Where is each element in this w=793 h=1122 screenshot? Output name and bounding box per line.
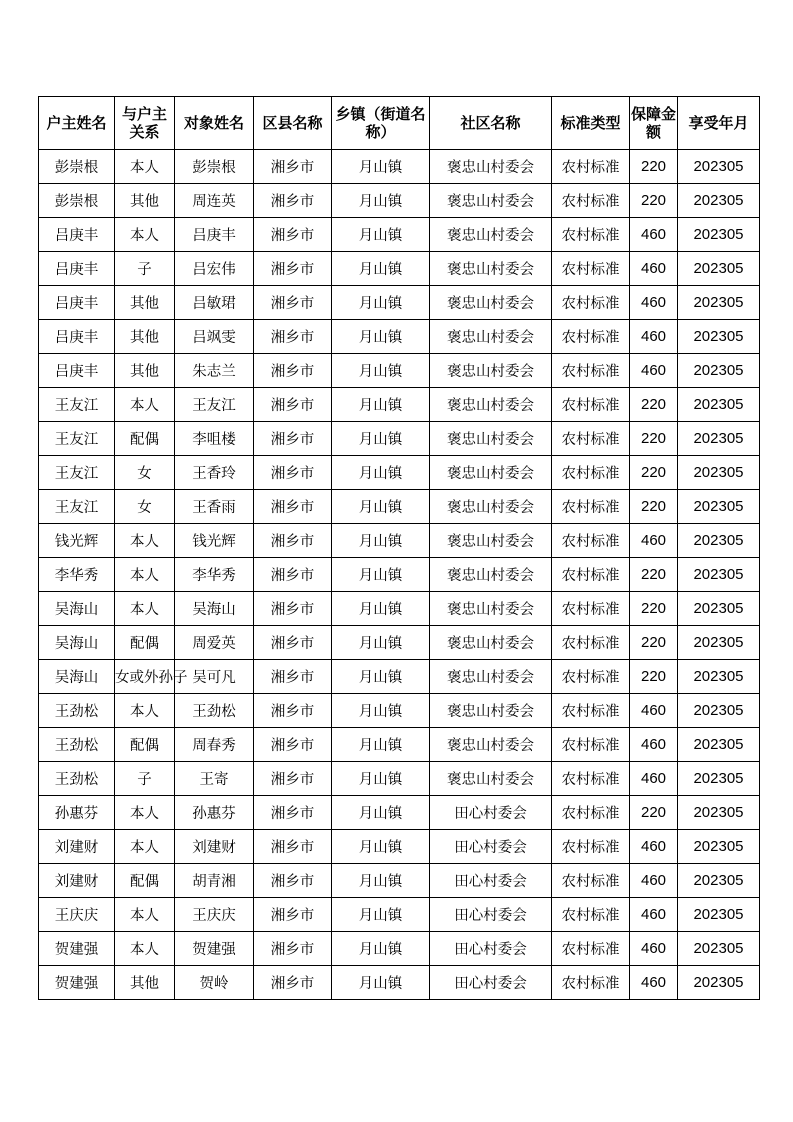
cell-relationship: 其他 [115, 354, 175, 388]
table-row [39, 830, 760, 864]
table-row [39, 150, 760, 184]
table-row [39, 694, 760, 728]
cell-community: 田心村委会 [430, 830, 552, 864]
cell-period: 202305 [678, 524, 760, 558]
cell-county: 湘乡市 [254, 898, 332, 932]
cell-household-head: 贺建强 [39, 932, 115, 966]
cell-household-head: 吕庚丰 [39, 354, 115, 388]
cell-community: 褒忠山村委会 [430, 728, 552, 762]
cell-township: 月山镇 [332, 830, 430, 864]
table-row [39, 218, 760, 252]
table-row [39, 592, 760, 626]
cell-period: 202305 [678, 320, 760, 354]
table-row [39, 558, 760, 592]
cell-community: 褒忠山村委会 [430, 286, 552, 320]
cell-township: 月山镇 [332, 898, 430, 932]
cell-amount: 220 [630, 558, 678, 592]
cell-household-head: 彭崇根 [39, 150, 115, 184]
cell-standard-type: 农村标准 [552, 932, 630, 966]
cell-period: 202305 [678, 252, 760, 286]
cell-amount: 460 [630, 932, 678, 966]
cell-period: 202305 [678, 830, 760, 864]
cell-period: 202305 [678, 728, 760, 762]
cell-standard-type: 农村标准 [552, 694, 630, 728]
cell-county: 湘乡市 [254, 286, 332, 320]
cell-relationship: 女或外孙子 [115, 660, 175, 694]
cell-period: 202305 [678, 490, 760, 524]
cell-county: 湘乡市 [254, 354, 332, 388]
header-county: 区县名称 [254, 97, 332, 150]
table-row [39, 422, 760, 456]
cell-relationship: 本人 [115, 558, 175, 592]
cell-county: 湘乡市 [254, 422, 332, 456]
cell-amount: 460 [630, 728, 678, 762]
cell-period: 202305 [678, 864, 760, 898]
cell-county: 湘乡市 [254, 626, 332, 660]
cell-relationship: 其他 [115, 966, 175, 1000]
cell-recipient-name: 孙惠芬 [175, 796, 254, 830]
cell-period: 202305 [678, 150, 760, 184]
cell-amount: 220 [630, 592, 678, 626]
cell-standard-type: 农村标准 [552, 830, 630, 864]
cell-county: 湘乡市 [254, 184, 332, 218]
cell-recipient-name: 王友江 [175, 388, 254, 422]
cell-amount: 460 [630, 354, 678, 388]
table-row [39, 864, 760, 898]
cell-period: 202305 [678, 184, 760, 218]
cell-recipient-name: 刘建财 [175, 830, 254, 864]
cell-amount: 460 [630, 252, 678, 286]
cell-standard-type: 农村标准 [552, 184, 630, 218]
cell-household-head: 王劲松 [39, 762, 115, 796]
header-community: 社区名称 [430, 97, 552, 150]
cell-household-head: 王友江 [39, 422, 115, 456]
table-row [39, 762, 760, 796]
cell-relationship: 配偶 [115, 422, 175, 456]
table-row [39, 728, 760, 762]
cell-county: 湘乡市 [254, 932, 332, 966]
cell-community: 褒忠山村委会 [430, 388, 552, 422]
cell-standard-type: 农村标准 [552, 898, 630, 932]
cell-standard-type: 农村标准 [552, 796, 630, 830]
header-row [39, 97, 760, 150]
cell-relationship: 其他 [115, 184, 175, 218]
cell-county: 湘乡市 [254, 218, 332, 252]
cell-county: 湘乡市 [254, 252, 332, 286]
cell-township: 月山镇 [332, 660, 430, 694]
cell-household-head: 王庆庆 [39, 898, 115, 932]
cell-amount: 220 [630, 388, 678, 422]
cell-period: 202305 [678, 354, 760, 388]
cell-amount: 220 [630, 456, 678, 490]
cell-standard-type: 农村标准 [552, 320, 630, 354]
cell-household-head: 彭崇根 [39, 184, 115, 218]
cell-township: 月山镇 [332, 388, 430, 422]
cell-household-head: 吴海山 [39, 626, 115, 660]
cell-standard-type: 农村标准 [552, 524, 630, 558]
header-relationship: 与户主关系 [115, 97, 175, 150]
cell-township: 月山镇 [332, 728, 430, 762]
cell-standard-type: 农村标准 [552, 218, 630, 252]
cell-period: 202305 [678, 286, 760, 320]
cell-relationship: 本人 [115, 218, 175, 252]
cell-township: 月山镇 [332, 524, 430, 558]
header-recipient-name: 对象姓名 [175, 97, 254, 150]
cell-period: 202305 [678, 796, 760, 830]
cell-recipient-name: 王香雨 [175, 490, 254, 524]
cell-standard-type: 农村标准 [552, 592, 630, 626]
cell-community: 褒忠山村委会 [430, 592, 552, 626]
cell-relationship: 本人 [115, 796, 175, 830]
cell-amount: 460 [630, 898, 678, 932]
cell-period: 202305 [678, 626, 760, 660]
cell-township: 月山镇 [332, 796, 430, 830]
cell-standard-type: 农村标准 [552, 456, 630, 490]
cell-recipient-name: 朱志兰 [175, 354, 254, 388]
cell-county: 湘乡市 [254, 830, 332, 864]
cell-county: 湘乡市 [254, 320, 332, 354]
table-row [39, 354, 760, 388]
cell-period: 202305 [678, 898, 760, 932]
cell-standard-type: 农村标准 [552, 388, 630, 422]
cell-county: 湘乡市 [254, 694, 332, 728]
cell-township: 月山镇 [332, 320, 430, 354]
cell-community: 褒忠山村委会 [430, 524, 552, 558]
cell-community: 褒忠山村委会 [430, 660, 552, 694]
cell-community: 褒忠山村委会 [430, 218, 552, 252]
cell-recipient-name: 吕敏珺 [175, 286, 254, 320]
table-row [39, 184, 760, 218]
cell-household-head: 吕庚丰 [39, 320, 115, 354]
header-township: 乡镇（街道名称） [332, 97, 430, 150]
cell-township: 月山镇 [332, 864, 430, 898]
cell-recipient-name: 王香玲 [175, 456, 254, 490]
cell-amount: 460 [630, 218, 678, 252]
cell-community: 褒忠山村委会 [430, 252, 552, 286]
cell-standard-type: 农村标准 [552, 660, 630, 694]
cell-household-head: 王友江 [39, 388, 115, 422]
cell-amount: 220 [630, 490, 678, 524]
cell-community: 田心村委会 [430, 864, 552, 898]
header-household-head: 户主姓名 [39, 97, 115, 150]
cell-county: 湘乡市 [254, 456, 332, 490]
table-row [39, 286, 760, 320]
cell-township: 月山镇 [332, 932, 430, 966]
cell-relationship: 本人 [115, 932, 175, 966]
cell-township: 月山镇 [332, 184, 430, 218]
cell-township: 月山镇 [332, 354, 430, 388]
cell-community: 田心村委会 [430, 966, 552, 1000]
cell-county: 湘乡市 [254, 864, 332, 898]
header-standard-type: 标准类型 [552, 97, 630, 150]
cell-amount: 460 [630, 830, 678, 864]
cell-township: 月山镇 [332, 286, 430, 320]
cell-amount: 460 [630, 694, 678, 728]
cell-community: 褒忠山村委会 [430, 354, 552, 388]
cell-household-head: 孙惠芬 [39, 796, 115, 830]
cell-standard-type: 农村标准 [552, 422, 630, 456]
table-row [39, 388, 760, 422]
cell-amount: 220 [630, 422, 678, 456]
cell-standard-type: 农村标准 [552, 150, 630, 184]
cell-recipient-name: 周爱英 [175, 626, 254, 660]
cell-household-head: 吴海山 [39, 660, 115, 694]
cell-community: 褒忠山村委会 [430, 422, 552, 456]
cell-county: 湘乡市 [254, 796, 332, 830]
cell-county: 湘乡市 [254, 150, 332, 184]
roster-body [39, 150, 760, 1000]
cell-community: 褒忠山村委会 [430, 626, 552, 660]
cell-recipient-name: 吕宏伟 [175, 252, 254, 286]
cell-standard-type: 农村标准 [552, 762, 630, 796]
cell-recipient-name: 王寄 [175, 762, 254, 796]
cell-recipient-name: 贺建强 [175, 932, 254, 966]
cell-township: 月山镇 [332, 456, 430, 490]
cell-amount: 460 [630, 966, 678, 1000]
cell-period: 202305 [678, 932, 760, 966]
cell-household-head: 王劲松 [39, 694, 115, 728]
cell-amount: 460 [630, 524, 678, 558]
cell-recipient-name: 贺岭 [175, 966, 254, 1000]
cell-relationship: 子 [115, 252, 175, 286]
cell-amount: 220 [630, 150, 678, 184]
cell-county: 湘乡市 [254, 966, 332, 1000]
cell-standard-type: 农村标准 [552, 626, 630, 660]
cell-township: 月山镇 [332, 966, 430, 1000]
cell-relationship: 本人 [115, 524, 175, 558]
cell-recipient-name: 吕飒雯 [175, 320, 254, 354]
table-row [39, 252, 760, 286]
cell-relationship: 女 [115, 456, 175, 490]
table-row [39, 320, 760, 354]
cell-amount: 220 [630, 660, 678, 694]
cell-community: 褒忠山村委会 [430, 694, 552, 728]
cell-relationship: 配偶 [115, 626, 175, 660]
cell-period: 202305 [678, 660, 760, 694]
cell-county: 湘乡市 [254, 660, 332, 694]
cell-township: 月山镇 [332, 150, 430, 184]
cell-community: 褒忠山村委会 [430, 320, 552, 354]
cell-recipient-name: 吕庚丰 [175, 218, 254, 252]
cell-period: 202305 [678, 694, 760, 728]
cell-amount: 220 [630, 626, 678, 660]
cell-household-head: 吕庚丰 [39, 286, 115, 320]
table-row [39, 524, 760, 558]
cell-household-head: 吴海山 [39, 592, 115, 626]
cell-community: 褒忠山村委会 [430, 184, 552, 218]
cell-recipient-name: 吴海山 [175, 592, 254, 626]
cell-community: 田心村委会 [430, 932, 552, 966]
cell-relationship: 本人 [115, 592, 175, 626]
cell-relationship: 其他 [115, 320, 175, 354]
header-amount: 保障金额 [630, 97, 678, 150]
cell-relationship: 配偶 [115, 864, 175, 898]
cell-community: 褒忠山村委会 [430, 456, 552, 490]
cell-township: 月山镇 [332, 626, 430, 660]
cell-standard-type: 农村标准 [552, 558, 630, 592]
cell-period: 202305 [678, 762, 760, 796]
cell-community: 田心村委会 [430, 796, 552, 830]
table-row [39, 660, 760, 694]
cell-recipient-name: 胡青湘 [175, 864, 254, 898]
cell-household-head: 贺建强 [39, 966, 115, 1000]
cell-county: 湘乡市 [254, 592, 332, 626]
cell-amount: 460 [630, 762, 678, 796]
cell-standard-type: 农村标准 [552, 864, 630, 898]
cell-relationship: 其他 [115, 286, 175, 320]
cell-amount: 460 [630, 320, 678, 354]
cell-township: 月山镇 [332, 558, 430, 592]
cell-relationship: 本人 [115, 388, 175, 422]
cell-household-head: 刘建财 [39, 864, 115, 898]
cell-relationship: 本人 [115, 830, 175, 864]
cell-relationship: 子 [115, 762, 175, 796]
cell-household-head: 吕庚丰 [39, 252, 115, 286]
table-row [39, 490, 760, 524]
table-row [39, 456, 760, 490]
cell-township: 月山镇 [332, 422, 430, 456]
cell-household-head: 李华秀 [39, 558, 115, 592]
cell-relationship: 配偶 [115, 728, 175, 762]
cell-recipient-name: 吴可凡 [175, 660, 254, 694]
cell-relationship: 本人 [115, 150, 175, 184]
cell-recipient-name: 李咀楼 [175, 422, 254, 456]
cell-recipient-name: 周春秀 [175, 728, 254, 762]
cell-amount: 460 [630, 864, 678, 898]
cell-county: 湘乡市 [254, 558, 332, 592]
cell-relationship: 本人 [115, 694, 175, 728]
cell-township: 月山镇 [332, 490, 430, 524]
cell-township: 月山镇 [332, 218, 430, 252]
cell-recipient-name: 王庆庆 [175, 898, 254, 932]
cell-household-head: 王友江 [39, 456, 115, 490]
cell-township: 月山镇 [332, 592, 430, 626]
cell-recipient-name: 王劲松 [175, 694, 254, 728]
cell-standard-type: 农村标准 [552, 966, 630, 1000]
table-row [39, 796, 760, 830]
cell-standard-type: 农村标准 [552, 354, 630, 388]
cell-county: 湘乡市 [254, 762, 332, 796]
cell-recipient-name: 彭崇根 [175, 150, 254, 184]
cell-community: 田心村委会 [430, 898, 552, 932]
cell-standard-type: 农村标准 [552, 490, 630, 524]
cell-county: 湘乡市 [254, 490, 332, 524]
table-row [39, 898, 760, 932]
cell-household-head: 王劲松 [39, 728, 115, 762]
cell-recipient-name: 周连英 [175, 184, 254, 218]
cell-county: 湘乡市 [254, 728, 332, 762]
cell-community: 褒忠山村委会 [430, 762, 552, 796]
cell-county: 湘乡市 [254, 524, 332, 558]
cell-period: 202305 [678, 456, 760, 490]
cell-recipient-name: 钱光辉 [175, 524, 254, 558]
cell-community: 褒忠山村委会 [430, 490, 552, 524]
cell-household-head: 刘建财 [39, 830, 115, 864]
cell-standard-type: 农村标准 [552, 252, 630, 286]
cell-amount: 220 [630, 796, 678, 830]
cell-standard-type: 农村标准 [552, 728, 630, 762]
cell-amount: 220 [630, 184, 678, 218]
cell-household-head: 钱光辉 [39, 524, 115, 558]
cell-amount: 460 [630, 286, 678, 320]
cell-township: 月山镇 [332, 252, 430, 286]
cell-period: 202305 [678, 558, 760, 592]
cell-period: 202305 [678, 218, 760, 252]
table-row [39, 966, 760, 1000]
cell-community: 褒忠山村委会 [430, 558, 552, 592]
cell-period: 202305 [678, 422, 760, 456]
cell-household-head: 王友江 [39, 490, 115, 524]
cell-township: 月山镇 [332, 694, 430, 728]
cell-relationship: 女 [115, 490, 175, 524]
cell-period: 202305 [678, 966, 760, 1000]
cell-township: 月山镇 [332, 762, 430, 796]
cell-period: 202305 [678, 388, 760, 422]
header-period: 享受年月 [678, 97, 760, 150]
table-row [39, 932, 760, 966]
assistance-roster-table [38, 96, 760, 1000]
cell-community: 褒忠山村委会 [430, 150, 552, 184]
cell-standard-type: 农村标准 [552, 286, 630, 320]
cell-period: 202305 [678, 592, 760, 626]
cell-recipient-name: 李华秀 [175, 558, 254, 592]
cell-relationship: 本人 [115, 898, 175, 932]
cell-county: 湘乡市 [254, 388, 332, 422]
cell-household-head: 吕庚丰 [39, 218, 115, 252]
table-row [39, 626, 760, 660]
